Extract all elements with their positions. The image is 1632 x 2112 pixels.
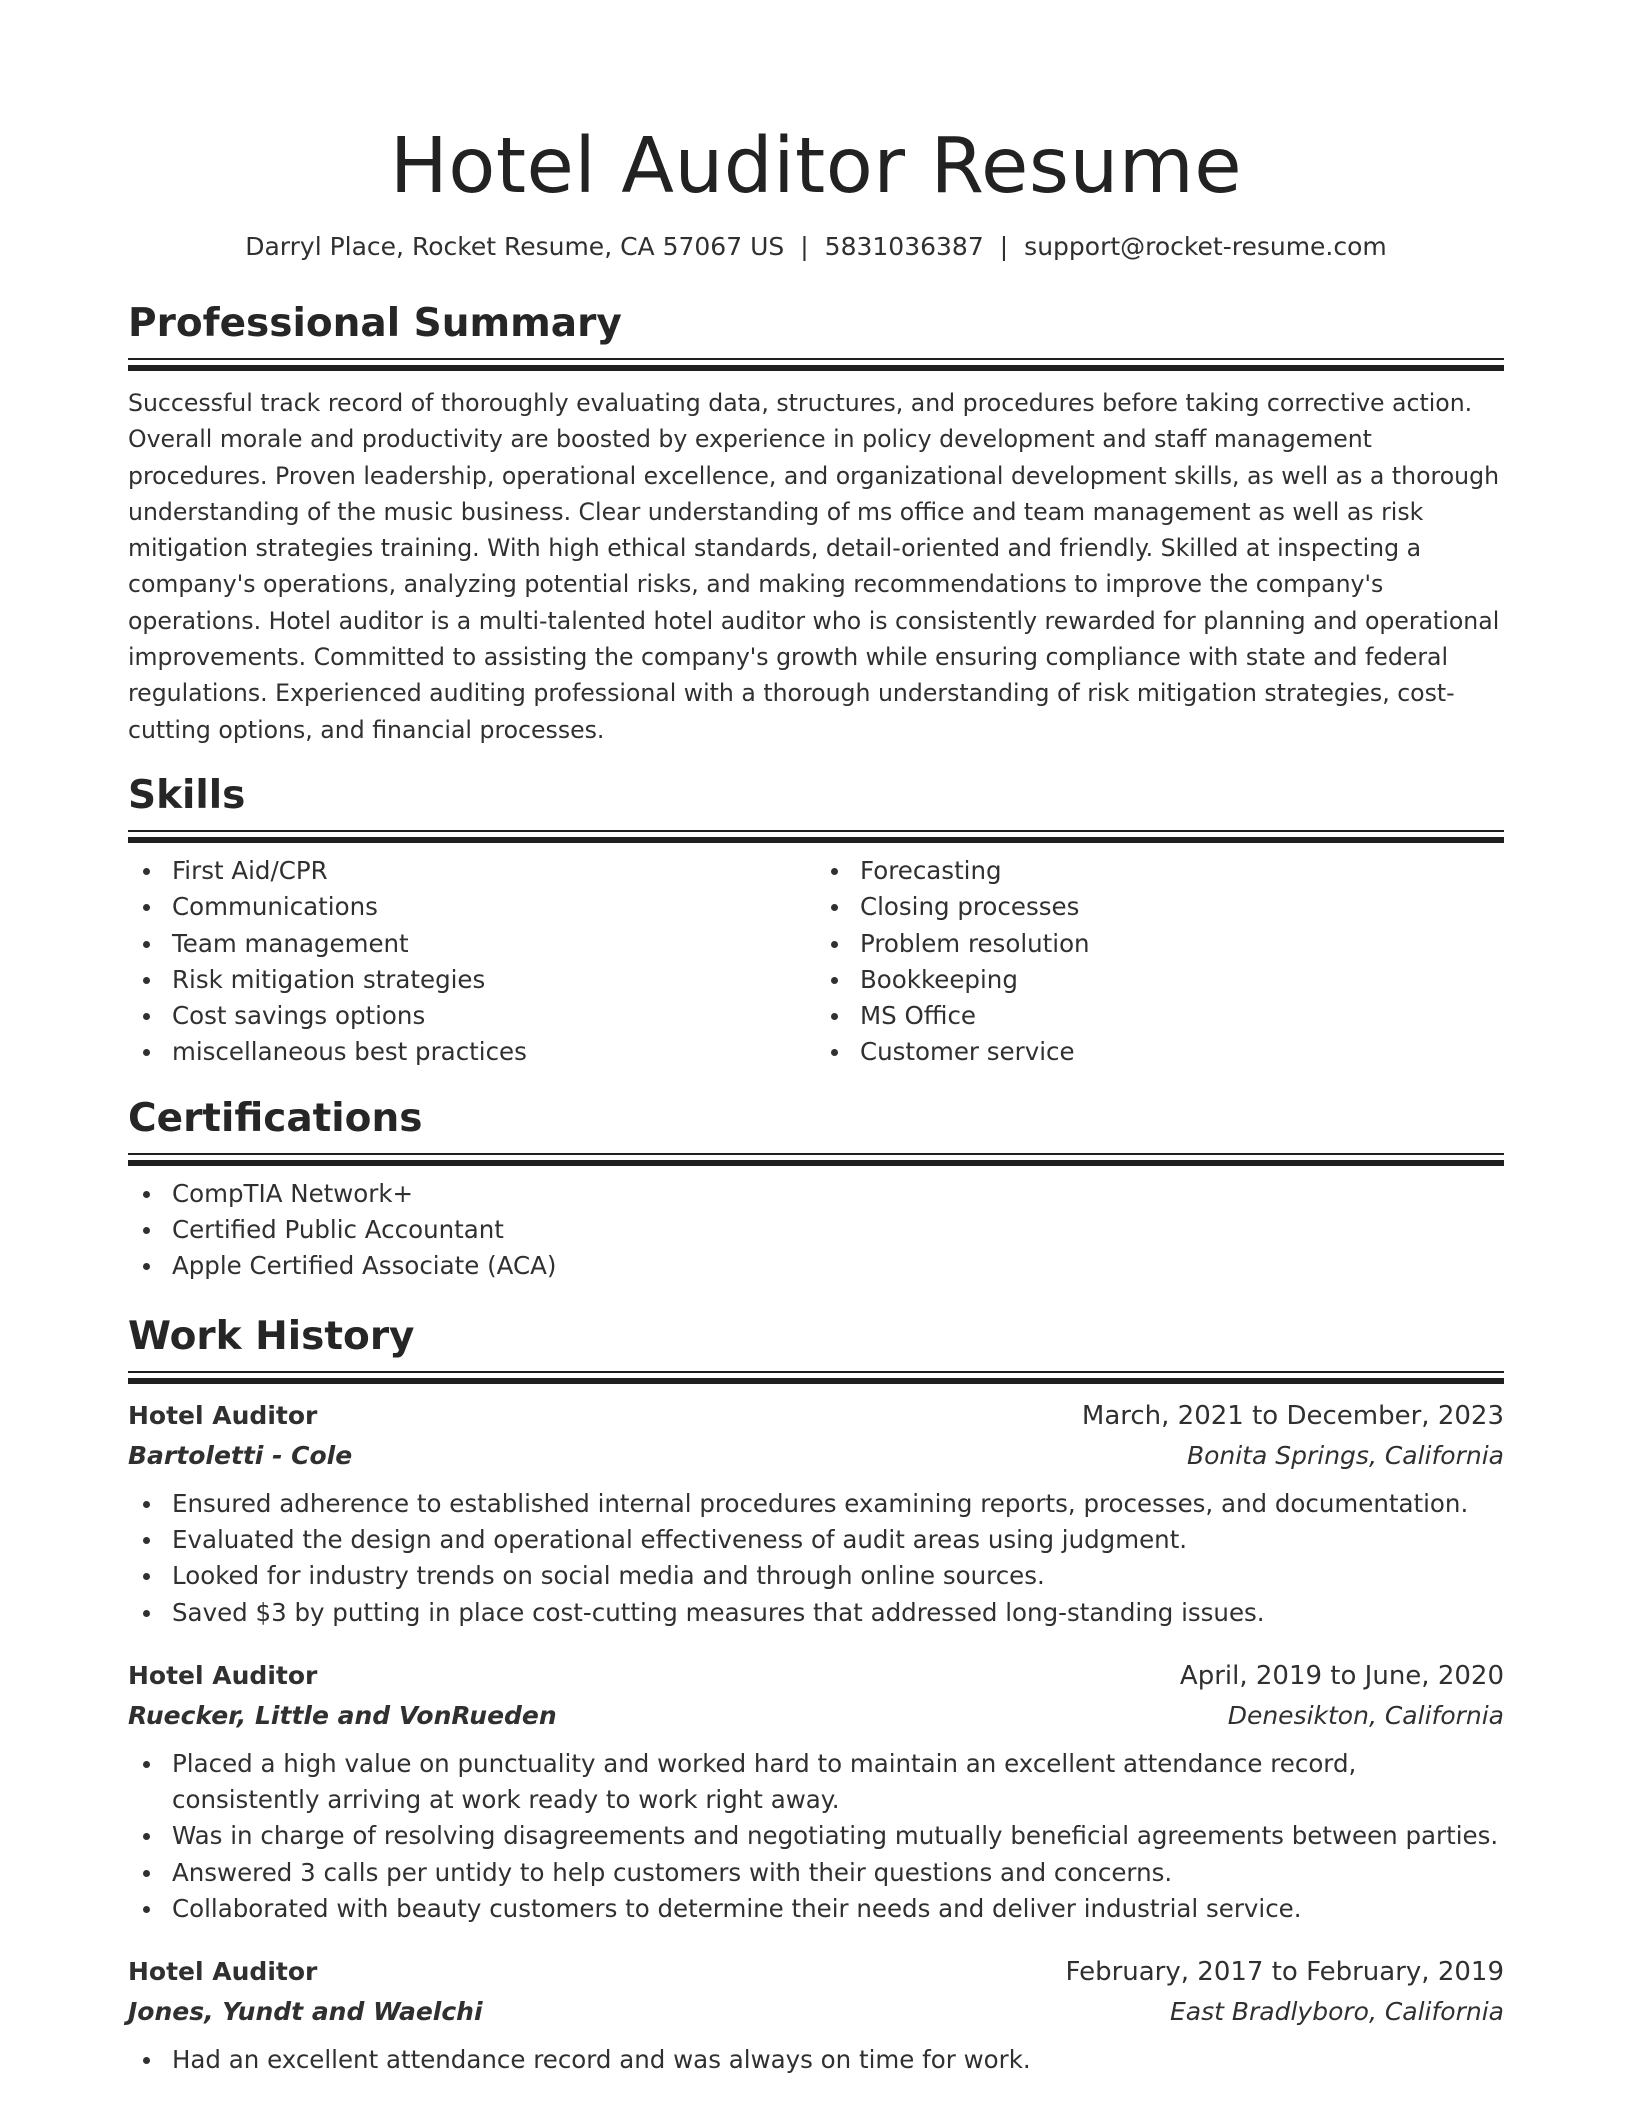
skill-item: MS Office (816, 998, 1504, 1034)
section-divider (128, 830, 1504, 843)
job-subheader-row (128, 1992, 1504, 2032)
summary-text: Successful track record of thoroughly evaluating data, structures, and procedures before taking corrective action. Overall morale and productivity are boosted by experience in policy development and staff management procedures. Proven leadership, operational excellence, and organizational development skills, as well as a thorough understanding of the music business. Clear understanding of ms office and team management as well as risk mitigation strategies training. With high ethical standards, detail-oriented and friendly. Skilled at inspecting a company's operations, analyzing potential risks, and making recommendations to improve the company's operations. Hotel auditor is a multi-talented hotel auditor who is consistently rewarded for planning and operational improvements. Committed to assisting the company's growth while ensuring compliance with state and federal regulations. Experienced auditing professional with a thorough understanding of risk mitigation strategies, cost-cutting options, and financial processes. (128, 389, 1500, 744)
job-duties-list (128, 1486, 1504, 1631)
skill-item: Bookkeeping (816, 962, 1504, 998)
certification-item: Certified Public Accountant (128, 1212, 1504, 1248)
resume-title: Hotel Auditor Resume (389, 122, 1243, 211)
job-dates: March, 2021 to December, 2023 (1081, 1400, 1504, 1431)
certifications-list (128, 1176, 1504, 1285)
job-location: Denesikton, California (1227, 1700, 1504, 1730)
job-duty-item: Evaluated the design and operational effectiveness of audit areas using judgment. (128, 1522, 1504, 1558)
skill-item: miscellaneous best practices (128, 1034, 816, 1070)
contact-phone[interactable]: 5831036387 (824, 232, 984, 261)
section-heading-work-history: Work History (128, 1313, 415, 1359)
job-title: Hotel Auditor (128, 1957, 318, 1987)
contact-line (128, 230, 1504, 264)
contact-separator: | (800, 232, 809, 261)
job-company: Ruecker, Little and VonRueden (128, 1700, 557, 1730)
section-heading-certifications: Certifications (128, 1095, 423, 1141)
contact-email[interactable]: support@rocket-resume.com (1024, 232, 1387, 261)
contact-address: Darryl Place, Rocket Resume, CA 57067 US (245, 232, 785, 261)
job-entry (128, 1952, 1504, 2078)
job-duty-item: Had an excellent attendance record and was always on time for work. (128, 2042, 1504, 2078)
section-divider (128, 358, 1504, 371)
job-header-row (128, 1396, 1504, 1436)
job-header-row (128, 1656, 1504, 1696)
skill-item: Forecasting (816, 853, 1504, 889)
skill-item: Risk mitigation strategies (128, 962, 816, 998)
job-header-row (128, 1952, 1504, 1992)
job-duty-item: Collaborated with beauty customers to determine their needs and deliver industrial service. (128, 1891, 1504, 1927)
job-dates: April, 2019 to June, 2020 (1179, 1660, 1504, 1691)
job-dates: February, 2017 to February, 2019 (1065, 1957, 1504, 1988)
work-history-section (128, 1313, 1504, 2079)
skill-item: Cost savings options (128, 998, 816, 1034)
job-duty-item: Ensured adherence to established internal procedures examining reports, processes, and documentation. (128, 1486, 1504, 1522)
certification-item: CompTIA Network+ (128, 1176, 1504, 1212)
skills-list-left (128, 853, 816, 1071)
job-subheader-row (128, 1696, 1504, 1736)
job-entry (128, 1656, 1504, 1927)
job-entry (128, 1396, 1504, 1631)
job-duties-list (128, 2042, 1504, 2078)
section-heading-summary: Professional Summary (128, 301, 622, 346)
skill-item: Communications (128, 889, 816, 925)
job-company: Jones, Yundt and Waelchi (128, 1997, 483, 2027)
section-divider (128, 1371, 1504, 1384)
contact-separator: | (999, 232, 1009, 261)
job-duty-item: Looked for industry trends on social media and through online sources. (128, 1558, 1504, 1594)
job-duty-item: Was in charge of resolving disagreements and negotiating mutually beneficial agreements between parties. (128, 1818, 1504, 1854)
skills-list-right (816, 853, 1504, 1071)
job-location: Bonita Springs, California (1186, 1440, 1504, 1470)
skills-columns (128, 853, 1504, 1071)
job-location: East Bradlyboro, California (1169, 1997, 1504, 2027)
skill-item: First Aid/CPR (128, 853, 816, 889)
certifications-section (128, 1095, 1504, 1285)
job-title: Hotel Auditor (128, 1660, 318, 1690)
job-company: Bartoletti - Cole (128, 1440, 353, 1470)
skill-item: Team management (128, 926, 816, 962)
certification-item: Apple Certified Associate (ACA) (128, 1248, 1504, 1284)
job-duty-item: Saved $3 by putting in place cost-cutting measures that addressed long-standing issues. (128, 1595, 1504, 1631)
job-title: Hotel Auditor (128, 1400, 318, 1430)
summary-section (128, 300, 1504, 748)
section-heading-skills: Skills (128, 772, 246, 818)
skill-item: Closing processes (816, 889, 1504, 925)
job-subheader-row (128, 1436, 1504, 1476)
skill-item: Customer service (816, 1034, 1504, 1070)
job-duties-list (128, 1746, 1504, 1927)
section-divider (128, 1153, 1504, 1166)
skill-item: Problem resolution (816, 926, 1504, 962)
skills-section (128, 772, 1504, 1071)
job-duty-item: Placed a high value on punctuality and worked hard to maintain an excellent attendance record, consistently arriving at work ready to work right away. (128, 1746, 1504, 1819)
job-duty-item: Answered 3 calls per untidy to help customers with their questions and concerns. (128, 1855, 1504, 1891)
